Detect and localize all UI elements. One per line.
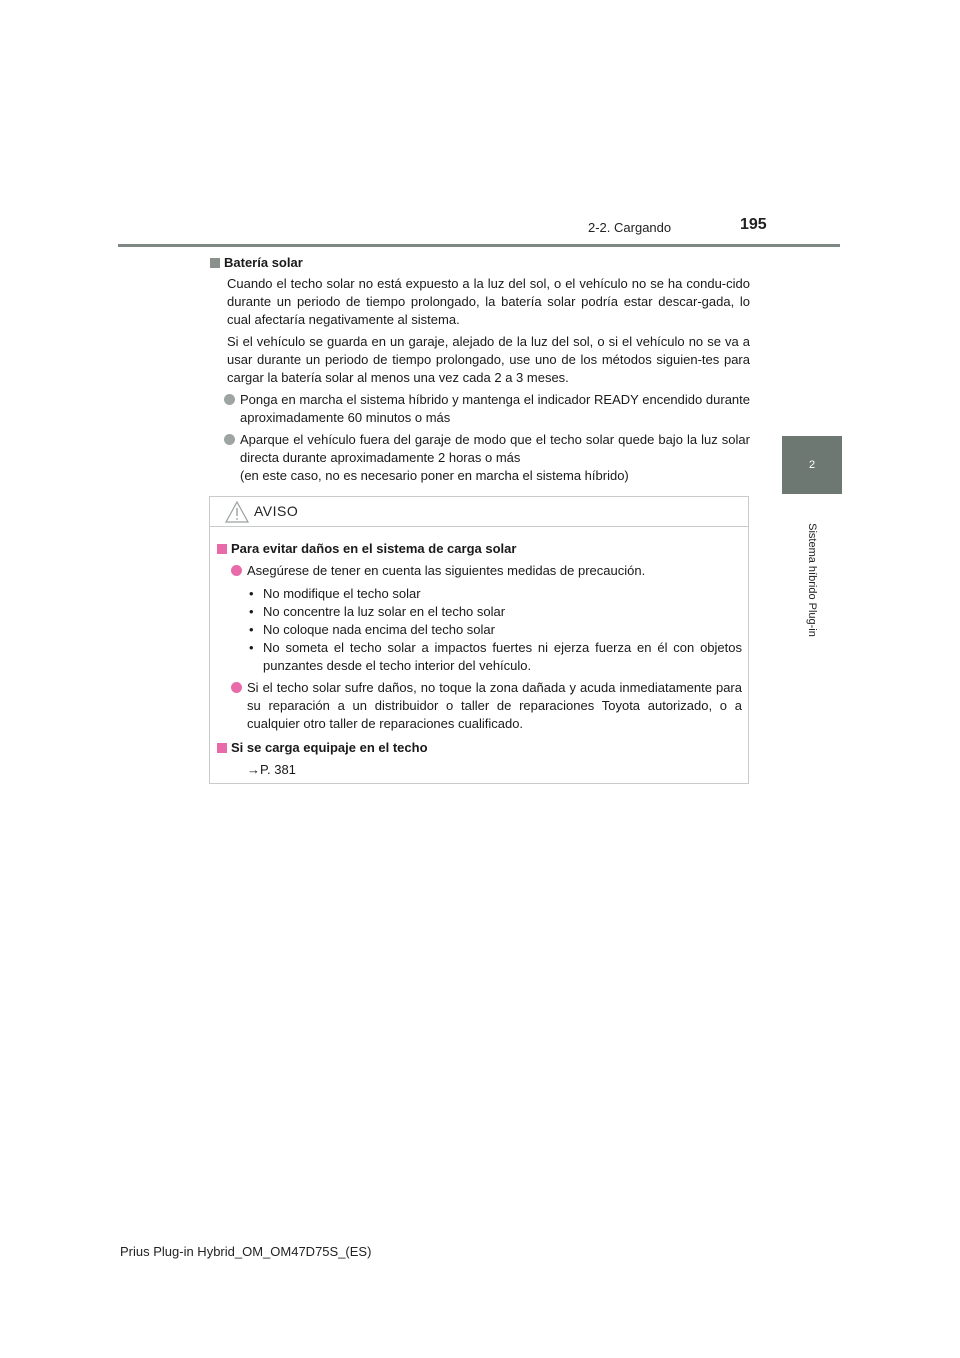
main-content <box>210 254 750 485</box>
list-item-text: No coloque nada encima del techo solar <box>263 622 495 637</box>
circle-bullet-icon <box>224 434 235 445</box>
bullet-text: Ponga en marcha el sistema híbrido y mantenga el indicador READY encendido durante aproximadamente 60 minutos o más <box>240 392 750 425</box>
paragraph-2: Si el vehículo se guarda en un garaje, alejado de la luz del sol, o si el vehículo no se va a usar durante un periodo de tiempo prolongado, use uno de los métodos siguien-tes para cargar la batería solar al menos una vez cada 2 a 3 meses. <box>227 334 750 385</box>
bullet-note: (en este caso, no es necesario poner en marcha el sistema híbrido) <box>240 468 629 483</box>
page-reference <box>217 761 742 779</box>
warning-heading-1 <box>217 540 742 558</box>
footer-manual-id: Prius Plug-in Hybrid_OM_OM47D75S_(ES) <box>120 1244 372 1259</box>
list-item <box>247 621 742 639</box>
list-item-text: No concentre la luz solar en el techo solar <box>263 604 506 619</box>
section-title: 2-2. Cargando <box>588 220 672 235</box>
warning-triangle-icon <box>224 500 250 524</box>
circle-bullet-icon <box>231 565 242 576</box>
chapter-tab-text: Sistema híbrido Plug-in <box>806 523 818 637</box>
warning-title: AVISO <box>254 503 299 519</box>
list-item <box>247 603 742 621</box>
list-mark: • <box>249 604 254 619</box>
warning-bullet-2 <box>217 679 742 733</box>
warning-heading-2 <box>217 739 742 757</box>
bullet-item-2 <box>210 431 750 485</box>
warning-bullet-1 <box>217 562 742 580</box>
list-mark: • <box>249 586 254 601</box>
square-bullet-icon <box>217 743 227 753</box>
page-reference-text: P. 381 <box>260 762 296 777</box>
chapter-tab-bar <box>782 664 842 1064</box>
warning-header <box>210 497 748 527</box>
list-item <box>247 639 742 675</box>
warning-body <box>210 527 748 779</box>
paragraph-1: Cuando el techo solar no está expuesto a la luz del sol, o el vehículo no se ha condu-cido durante un periodo de tiempo prolongado, la batería solar podría estar descar-gada, lo cual afectaría negativamente al sistema. <box>227 276 750 327</box>
page-number: 195 <box>740 216 767 233</box>
section-heading-bateria-solar <box>210 254 750 272</box>
bullet-text: Aparque el vehículo fuera del garaje de modo que el techo solar quede bajo la luz solar directa durante aproximadamente 2 horas o más <box>240 432 750 465</box>
square-bullet-icon <box>210 258 220 268</box>
arrow-icon: → <box>247 762 260 777</box>
list-item <box>247 585 742 603</box>
list-item-text: No modifique el techo solar <box>263 586 421 601</box>
circle-bullet-icon <box>231 682 242 693</box>
heading-text: Para evitar daños en el sistema de carga solar <box>231 541 517 556</box>
bullet-item-1 <box>210 391 750 427</box>
warning-box <box>209 496 749 784</box>
header-divider <box>118 244 840 247</box>
precaution-list <box>217 585 742 675</box>
bullet-text: Asegúrese de tener en cuenta las siguientes medidas de precaución. <box>247 563 646 578</box>
circle-bullet-icon <box>224 394 235 405</box>
list-item-text: No someta el techo solar a impactos fuertes ni ejerza fuerza en él con objetos punzantes desde el techo interior del vehículo. <box>263 640 742 673</box>
chapter-tab-label <box>782 496 842 664</box>
bullet-text: Si el techo solar sufre daños, no toque la zona dañada y acuda inmediatamente para su reparación a un distribuidor o taller de reparaciones Toyota autorizado, o a cualquier otro taller de reparaciones cualificado. <box>247 680 742 731</box>
heading-text: Si se carga equipaje en el techo <box>231 740 428 755</box>
list-mark: • <box>249 622 254 637</box>
chapter-tab-number: 2 <box>782 436 842 494</box>
list-mark: • <box>249 640 254 655</box>
square-bullet-icon <box>217 544 227 554</box>
heading-text: Batería solar <box>224 255 303 270</box>
